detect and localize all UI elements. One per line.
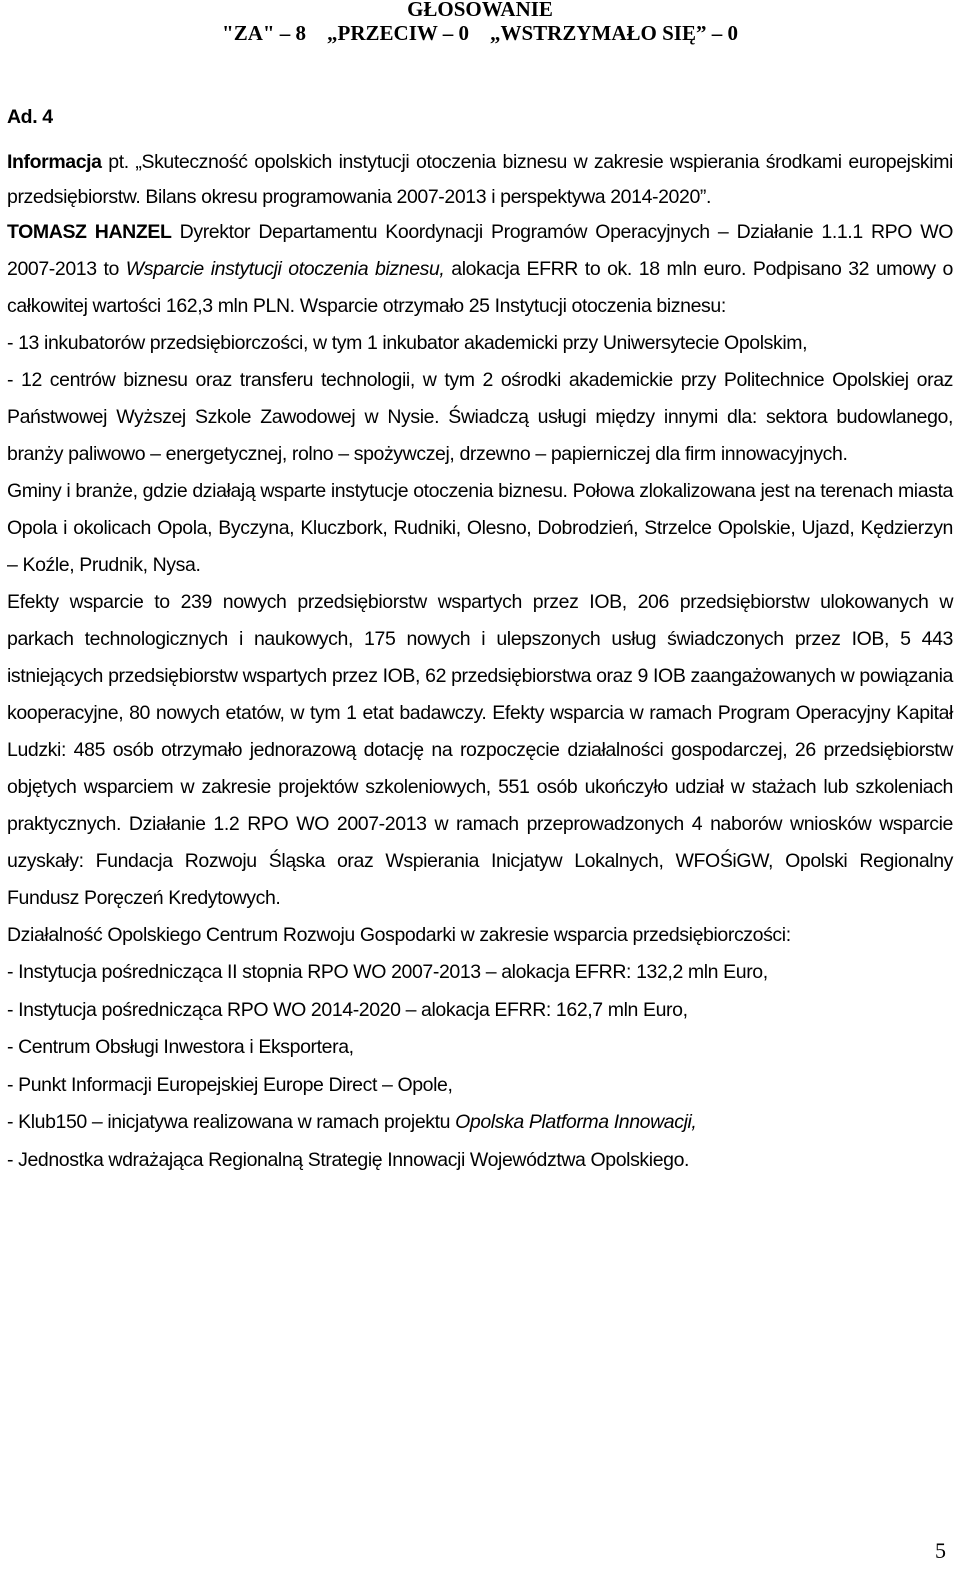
agenda-item-number: Ad. 4 <box>7 106 53 128</box>
klub-text: - Klub150 – inicjatywa realizowana w ramach projektu <box>7 1111 456 1133</box>
information-label: Informacja <box>7 151 102 173</box>
paragraph-ocrg-intro: Działalność Opolskiego Centrum Rozwoju Gospodarki w zakresie wsparcia przedsiębiorczości: <box>7 924 791 946</box>
speaker-name: TOMASZ HANZEL <box>7 221 172 243</box>
speaker-text-1: Dyrektor Departamentu Koordynacji Programów Operacyjnych – Działanie 1.1.1 RPO WO 2007-2013 to <box>7 221 953 280</box>
information-text: pt. „Skuteczność opolskich instytucji otoczenia biznesu w zakresie wspierania środkami europejskimi przedsiębiorstw. Bilans okresu programowania 2007-2013 i perspektywa 2014-2020”. <box>7 151 953 208</box>
list-item: - Jednostka wdrażająca Regionalną Strategię Innowacji Województwa Opolskiego. <box>7 1148 690 1171</box>
vote-header <box>0 0 960 45</box>
list-item-klub150 <box>7 1104 953 1142</box>
klub-italic: Opolska Platforma Innowacji, <box>455 1111 697 1133</box>
ocrg-list <box>7 954 953 1179</box>
list-item: - Punkt Informacji Europejskiej Europe Direct – Opole, <box>7 1073 453 1096</box>
list-item: - Instytucja pośrednicząca RPO WO 2014-2020 – alokacja EFRR: 162,7 mln Euro, <box>7 998 688 1021</box>
vote-title: GŁOSOWANIE <box>407 0 553 21</box>
paragraph-effects: Efekty wsparcie to 239 nowych przedsiębiorstw wspartych przez IOB, 206 przedsiębiorstw ulokowanych w parkach technologicznych i naukowych, 175 nowych i ulepszonych usług świadczonych przez IOB, 5 443 istniejących przedsiębiorstw wspartych przez IOB, 62 przedsiębiorstwa oraz 9 IOB zaangażowanych w powiązania kooperacyjne, 80 nowych etatów, w tym 1 etat badawczy. Efekty wsparcia w ramach Program Operacyjny Kapitał Ludzki: 485 osób otrzymało jednorazową dotację na rozpoczęcie działalności gospodarczej, 26 przedsiębiorstw objętych wsparciem w zakresie projektów szkoleniowych, 551 osób ukończyło udział w stażach lub szkoleniach praktycznych. Działanie 1.2 RPO WO 2007-2013 w ramach przeprowadzonych 4 naborów wniosków wsparcie uzyskały: Fundacja Rozwoju Śląska oraz Wspierania Inicjatyw Lokalnych, WFOŚiGW, Opolski Regionalny Fundusz Poręczeń Kredytowych. <box>7 591 953 909</box>
paragraph-business-centers: - 12 centrów biznesu oraz transferu technologii, w tym 2 ośrodki akademickie przy Politechnice Opolskiej oraz Państwowej Wyższej Szkole Zawodowej w Nysie. Świadczą usługi między innymi dla: sektora budowlanego, branży paliwowo – energetycznej, rolno – spożywczej, drzewno – papierniczej dla firm innowacyjnych. <box>7 369 953 465</box>
document-body <box>7 103 953 1179</box>
paragraph-speaker <box>7 214 953 325</box>
page-number: 5 <box>935 1538 946 1563</box>
paragraph-municipalities: Gminy i branże, gdzie działają wsparte instytucje otoczenia biznesu. Połowa zlokalizowana jest na terenach miasta Opola i okolicach Opola, Byczyna, Kluczbork, Rudniki, Olesno, Dobrodzień, Strzelce Opolskie, Ujazd, Kędzierzyn – Koźle, Prudnik, Nysa. <box>7 480 953 576</box>
list-item: - Instytucja pośrednicząca II stopnia RPO WO 2007-2013 – alokacja EFRR: 132,2 mln Euro, <box>7 961 768 983</box>
paragraph-incubators: - 13 inkubatorów przedsiębiorczości, w tym 1 inkubator akademicki przy Uniwersytecie Opolskim, <box>7 332 808 354</box>
speaker-text-italic: Wsparcie instytucji otoczenia biznesu, <box>125 258 445 280</box>
information-heading <box>7 145 953 214</box>
vote-result: "ZA" – 8 „PRZECIW – 0 „WSTRZYMAŁO SIĘ” – 0 <box>222 21 738 45</box>
list-item: - Centrum Obsługi Inwestora i Eksportera, <box>7 1036 354 1058</box>
speaker-text-2: alokacja EFRR to ok. 18 mln euro. Podpisano 32 umowy o całkowitej wartości 162,3 mln PLN. Wsparcie otrzymało 25 Instytucji otoczenia biznesu: <box>7 258 954 317</box>
